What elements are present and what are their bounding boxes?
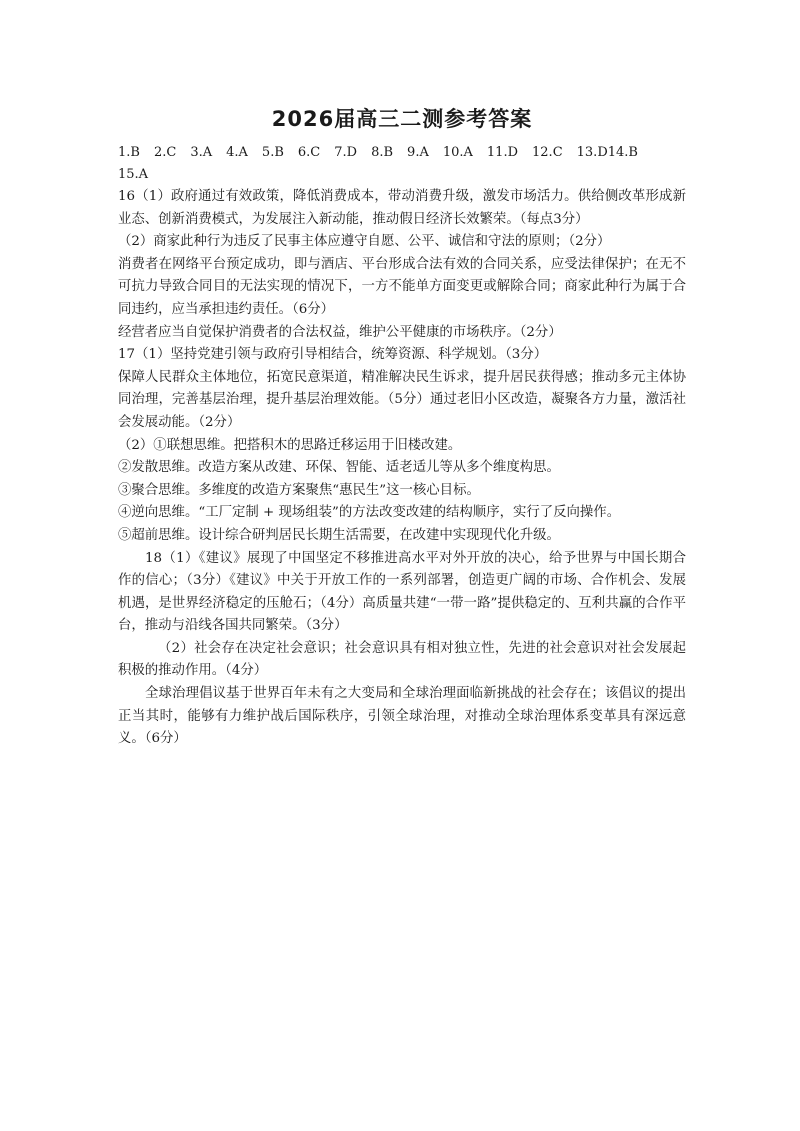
answer-18-part1: 18（1）《建议》展现了中国坚定不移推进高水平对外开放的决心，给予世界与中国长期合作的信心；（3分）《建议》中关于开放工作的一系列部署，创造更广阔的市场、合作机会、发展机遇，是世界经济稳定的压舱石；（4分）高质量共建“一带一路”提供稳定的、互利共赢的合作平台，推动与沿线各国共同繁荣。（3分） (118, 550, 686, 634)
choice-answer: 10.A (442, 145, 473, 160)
answer-16-part2-analysis: 消费者在网络平台预定成功，即与酒店、平台形成合法有效的合同关系，应受法律保护；在无不可抗力导致合同目的无法实现的情况下，一方不能单方面变更或解除合同；商家此种行为属于合同违约，应当承担违约责任。（6分） (118, 256, 686, 317)
choice-answer: 6.C (297, 145, 321, 160)
choice-answer: 4.A (226, 145, 248, 160)
answer-18-part2-analysis: 全球治理倡议基于世界百年未有之大变局和全球治理面临新挑战的社会存在；该倡议的提出正当其时，能够有力维护战后国际秩序，引领全球治理，对推动全球治理体系变革具有深远意义。（6分） (118, 686, 686, 747)
choice-answer: 9.A (407, 145, 429, 160)
document-title: 2026届高三二测参考答案 (271, 107, 533, 131)
multiple-choice-answers (118, 142, 686, 186)
answer-17-part2-item3: ③聚合思维。多维度的改造方案聚焦“惠民生”这一核心目标。 (118, 482, 480, 498)
answer-16-part1: 16（1）政府通过有效政策，降低消费成本，带动消费升级，激发市场活力。供给侧改革形成新业态、创新消费模式，为发展注入新动能，推动假日经济长效繁荣。（每点3分） (118, 189, 686, 227)
answer-16-part2: （2）商家此种行为违反了民事主体应遵守自愿、公平、诚信和守法的原则；（2分） (118, 234, 611, 250)
choice-answer: 12.C (532, 145, 563, 160)
choice-answer: 15.A (118, 167, 149, 182)
choice-answer: 8.B (371, 145, 394, 160)
choice-answer: 2.C (153, 145, 177, 160)
choice-answer: 5.B (261, 145, 284, 160)
answer-17-part1: 17（1）坚持党建引领与政府引导相结合，统筹资源、科学规划。（3分） (118, 347, 548, 363)
answer-17-part2-item1: （2）①联想思维。把搭积木的思路迁移运用于旧楼改建。 (118, 437, 462, 453)
choice-answer: 13.D (576, 145, 608, 160)
choice-answer: 3.A (190, 145, 213, 160)
answer-17-part2-item4: ④逆向思维。“工厂定制 + 现场组装”的方法改变改建的结构顺序，实行了反向操作。 (118, 505, 621, 521)
answer-18-part2: （2）社会存在决定社会意识；社会意识具有相对独立性，先进的社会意识对社会发展起积极的推动作用。（4分） (118, 640, 686, 679)
answer-16-part2-conclusion: 经营者应当自觉保护消费者的合法权益，维护公平健康的市场秩序。（2分） (118, 324, 562, 340)
answer-17-part2-item5: ⑤超前思维。设计综合研判居民长期生活需要，在改建中实现现代化升级。 (118, 527, 560, 543)
answer-sheet (118, 104, 686, 751)
choice-answer: 7.D (334, 145, 358, 160)
choice-answer: 14.B (607, 145, 638, 160)
answer-17-part1-detail: 保障人民群众主体地位，拓宽民意渠道，精准解决民生诉求，提升居民获得感；推动多元主体协同治理，完善基层治理，提升基层治理效能。（5分）通过老旧小区改造，凝聚各方力量，激活社会发展动能。（2分） (118, 369, 686, 430)
choice-answer: 1.B (118, 145, 140, 160)
choice-answer: 11.D (486, 145, 519, 160)
answer-17-part2-item2: ②发散思维。改造方案从改建、环保、智能、适老适儿等从多个维度构思。 (118, 460, 560, 476)
